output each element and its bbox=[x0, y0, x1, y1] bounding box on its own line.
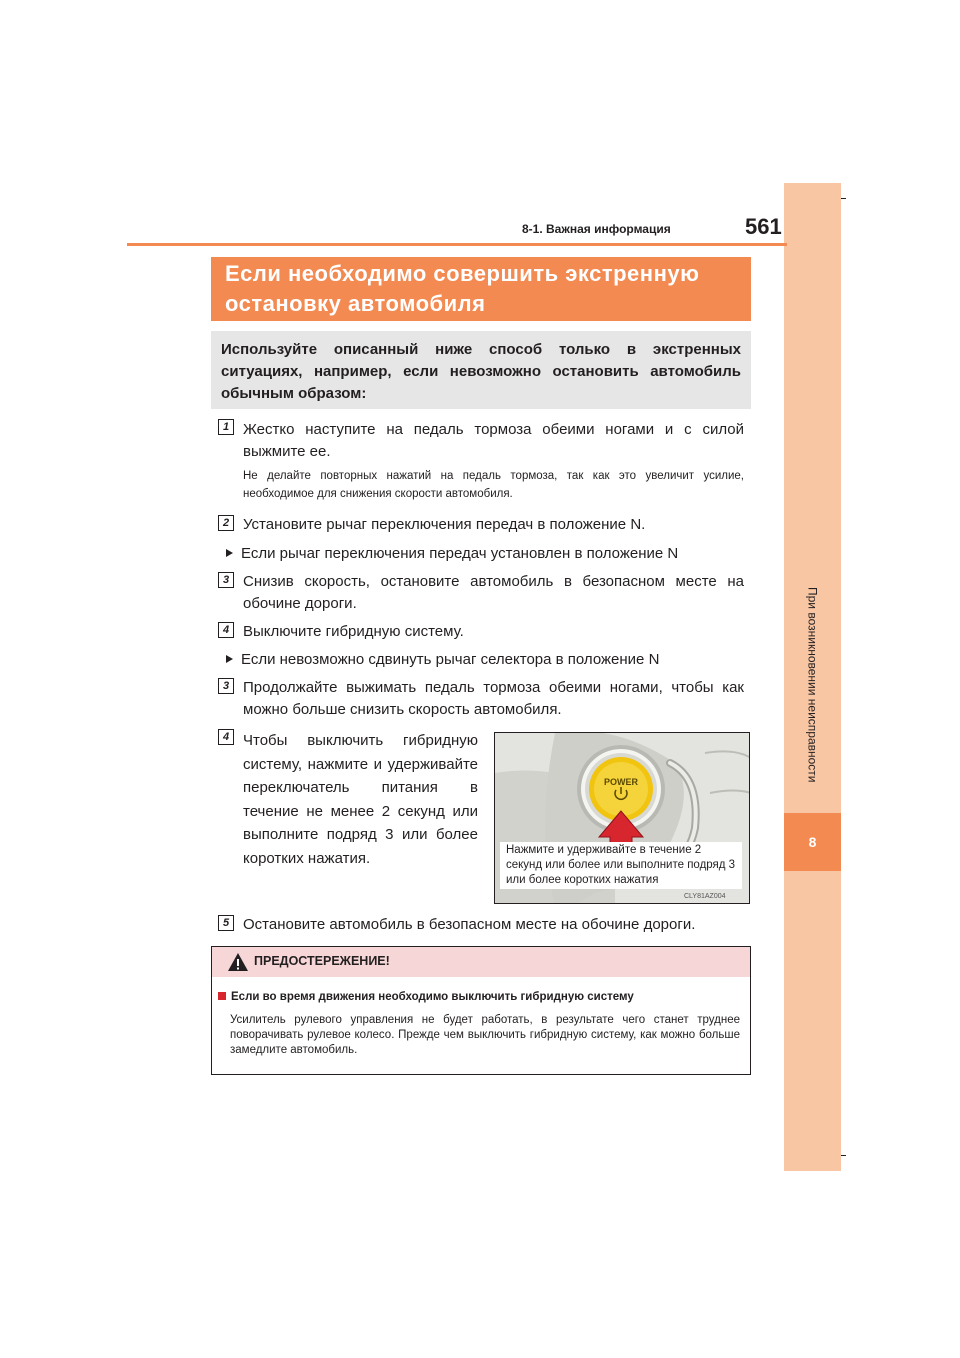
power-label: POWER bbox=[603, 777, 639, 787]
side-tab-label: При возникновении неисправности bbox=[805, 587, 820, 783]
step-number: 5 bbox=[218, 915, 234, 931]
warning-item-title bbox=[218, 991, 634, 1003]
page-number: 561 bbox=[745, 214, 782, 239]
branch-condition-text: Если невозможно сдвинуть рычаг селектора в положение N bbox=[241, 651, 660, 668]
chapter-number: 8 bbox=[784, 813, 841, 871]
arrow-icon bbox=[226, 655, 233, 663]
figure-caption: Нажмите и удерживайте в течение 2 секунд или более или выполните подряд 3 или более коротких нажатия bbox=[500, 842, 742, 889]
page-title bbox=[211, 257, 751, 321]
step-text: Чтобы выключить гибридную систему, нажмите и удерживайте переключатель питания в течение не менее 2 секунд или выполните подряд 3 или более коротких нажатия. bbox=[243, 732, 478, 867]
warning-body: Усилитель рулевого управления не будет работать, в результате чего станет труднее поворачивать рулевое колесо. Прежде чем выключить гибридную систему, как можно больше замедлите автомобиль. bbox=[230, 1014, 740, 1056]
warning-item-title-text: Если во время движения необходимо выключить гибридную систему bbox=[231, 991, 634, 1003]
step-text: Выключите гибридную систему. bbox=[243, 623, 464, 640]
header-rule bbox=[127, 243, 787, 246]
page-title-line: остановку автомобиля bbox=[225, 291, 486, 316]
bullet-square-icon bbox=[218, 992, 226, 1000]
warning-icon bbox=[227, 952, 249, 972]
step-number: 2 bbox=[218, 515, 234, 531]
step-number: 1 bbox=[218, 419, 234, 435]
step-text: Остановите автомобиль в безопасном месте на обочине дороги. bbox=[243, 916, 696, 933]
step-text: Установите рычаг переключения передач в положение N. bbox=[243, 516, 646, 533]
step-number: 4 bbox=[218, 622, 234, 638]
step-number: 4 bbox=[218, 729, 234, 745]
step-number: 3 bbox=[218, 678, 234, 694]
arrow-icon bbox=[226, 549, 233, 557]
branch-condition-text: Если рычаг переключения передач установлен в положение N bbox=[241, 545, 679, 562]
step-text: Продолжайте выжимать педаль тормоза обеими ногами, чтобы как можно больше снизить скорость автомобиля. bbox=[243, 679, 744, 718]
warning-title: ПРЕДОСТЕРЕЖЕНИЕ! bbox=[254, 954, 390, 968]
step-text: Жестко наступите на педаль тормоза обеими ногами и с силой выжмите ее. bbox=[243, 421, 744, 460]
section-title: 8-1. Важная информация bbox=[522, 222, 671, 236]
branch-condition bbox=[226, 649, 744, 671]
intro-text: Используйте описанный ниже способ только в экстренных ситуациях, например, если невозможно остановить автомобиль обычным образом: bbox=[211, 331, 751, 409]
page-title-line: Если необходимо совершить экстренную bbox=[225, 261, 700, 286]
step-number: 3 bbox=[218, 572, 234, 588]
branch-condition bbox=[226, 543, 744, 565]
figure-code: CLY81AZ004 bbox=[684, 893, 726, 900]
step-note: Не делайте повторных нажатий на педаль тормоза, так как это увеличит усилие, необходимое для снижения скорости автомобиля. bbox=[243, 470, 744, 500]
step-text: Снизив скорость, остановите автомобиль в безопасном месте на обочине дороги. bbox=[243, 573, 744, 612]
